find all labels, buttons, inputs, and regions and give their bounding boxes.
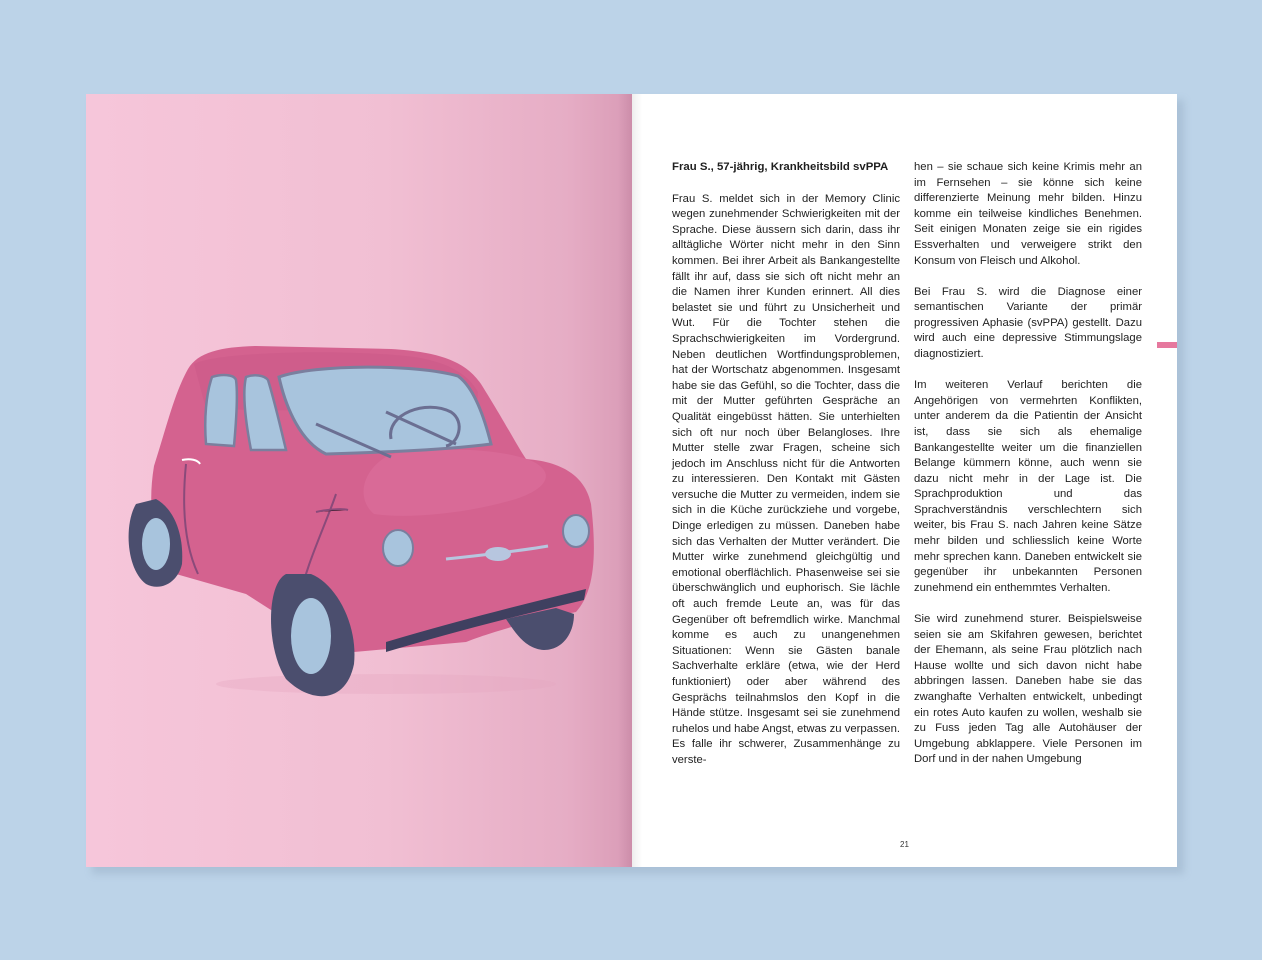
- text-column-left: [672, 160, 900, 784]
- bookmark-tab: [1157, 342, 1177, 348]
- page-number: 21: [900, 840, 909, 849]
- illustration-page: [86, 94, 632, 867]
- paragraph: hen – sie schaue sich keine Krimis mehr an im Fernsehen – sie könne sich keine differenzierte Meinung mehr bilden. Hinzu komme ein teilweise kindliches Benehmen. Seit einigen Monaten zeige sie ein rigides Essverhalten und verweigere strikt den Konsum von Fleisch und Alkohol.: [914, 161, 1142, 267]
- paragraph: Frau S. meldet sich in der Memory Clinic wegen zunehmender Schwierigkeiten mit der Sprache. Diese äussern sich darin, dass ihr alltägliche Wörter nicht mehr in den Sinn kommen. Bei ihrer Arbeit als Bankangestellte fällt ihr auf, dass sie sich oft nicht mehr an die Namen ihrer Kunden erinnert. All dies belastet sie und führt zu Unsicherheit und Wut. Für die Tochter stehen die Sprachschwierigkeiten im Vordergrund. Neben deutlichen Wortfindungsproblemen, hat der Wortschatz abgenommen. Insgesamt habe sie das Gefühl, so die Tochter, dass die mit der Mutter geführten Gespräche an Qualität eingebüsst hätten. Sie unterhielten sich oft nur noch über Belangloses. Ihre Mutter stelle zwar Fragen, scheine sich jedoch im Anschluss nicht für die Antworten zu interessieren. Den Kontakt mit Gästen versuche die Mutter zu vermeiden, indem sie sich in die Küche zurückziehe und vorgebe, Dinge erledigen zu müssen. Daneben habe sich das Verhalten der Mutter verändert. Die Mutter wirke zunehmend gleichgültig und emotional oberflächlich. Phasenweise sei sie überschwänglich und euphorisch. Sie lächle oft auch fremde Leute an, was für das Gegenüber oft befremdlich wirke. Manchmal komme es auch zu unangenehmen Situationen: Wenn sie Gästen banale Sachverhalte erkläre (etwa, wie der Herd funktioniert) oder aber während des Gesprächs teilnahmslos den Kopf in die Hände stütze. Insgesamt sei sie zunehmend ruhelos und habe Angst, etwas zu verpassen. Es falle ihr schwerer, Zusammenhänge zu verste-: [672, 192, 900, 766]
- text-page: [632, 94, 1177, 867]
- paragraph: Im weiteren Verlauf berichten die Angehörigen von vermehrten Konflikten, unter anderem da die Patientin der Ansicht ist, dass sie sich als ehemalige Bankangestellte weiter um die finanziellen Belange kümmern könne, auch wenn sie dazu nicht mehr in der Lage ist. Die Sprachproduktion und das Sprachverständnis verschlechtern sich weiter, bis Frau S. nach Jahren keine Sätze mehr bilden und schliesslich keine Worte mehr sprechen kann. Daneben entwickelt sie gegenüber ihr unbekannten Personen zunehmend ein enthemmtes Verhalten.: [914, 379, 1142, 594]
- paragraph: Bei Frau S. wird die Diagnose einer semantischen Variante der primär progressiven Aphasie (svPPA) gestellt. Dazu wird auch eine depressive Stimmungslage diagnostiziert.: [914, 285, 1142, 361]
- case-heading: Frau S., 57-jährig, Krankheitsbild svPPA: [672, 161, 889, 173]
- text-column-right: [914, 160, 1142, 783]
- paragraph: Sie wird zunehmend sturer. Beispielsweise seien sie am Skifahren gewesen, berichtet der Ehemann, als seine Frau plötzlich nach Hause wollte und sich davon nicht habe abbringen lassen. Daneben habe sie das zwanghafte Verhalten entwickelt, unbedingt ein rotes Auto kaufen zu wollen, weshalb sie zu Fuss jeden Tag alle Autohäuser der Umgebung abklappere. Viele Personen im Dorf und in der nahen Umgebung: [914, 612, 1142, 766]
- book-spread: [86, 94, 1177, 867]
- car-icon: [86, 94, 632, 867]
